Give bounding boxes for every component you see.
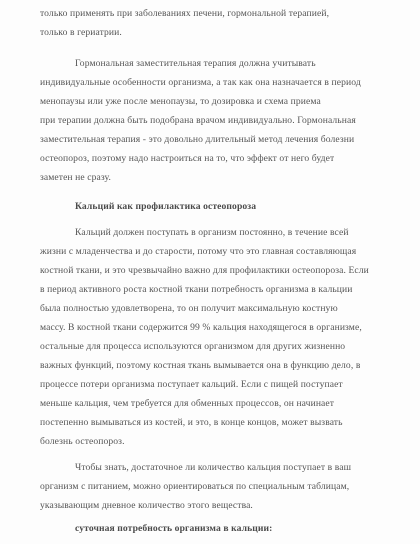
text-line: костной ткани, и это чрезвычайно важно для профилактики остеопороза. Если <box>40 265 369 276</box>
text-line: заметен не сразу. <box>40 172 111 183</box>
text-line: массу. В костной ткани содержится 99 % кальция находящегося в организме, <box>40 322 362 333</box>
text-line: указывающим дневное количество этого вещества. <box>40 500 253 511</box>
text-line: индивидуальные особенности организма, а так как она назначается в период <box>40 77 361 88</box>
text-line: менопаузы или уже после менопаузы, то дозировка и схема приема <box>40 96 321 107</box>
text-line: важных функций, поэтому костная ткань вымывается она в функцию дело, в <box>40 360 361 371</box>
text-line: заместительная терапия - это довольно длительный метод лечения болезни <box>40 134 355 145</box>
text-line: постепенно вымываться из костей, и это, в конце концов, может вызвать <box>40 417 343 428</box>
section-heading: суточная потребность организма в кальции: <box>75 523 273 534</box>
section-heading: Кальций как профилактика остеопороза <box>75 201 257 212</box>
text-line: меньше кальция, чем требуется для обменных процессов, он начинает <box>40 398 335 409</box>
text-line: Чтобы знать, достаточное ли количество кальция поступает в ваш <box>75 462 352 473</box>
text-line: остеопороз, поэтому надо настроиться на то, что эффект от него будет <box>40 153 335 164</box>
text-line: при терапии должна быть подобрана врачом индивидуально. Гормональная <box>40 115 356 126</box>
text-line: организм с питанием, можно ориентироваться по специальным таблицам, <box>40 481 350 492</box>
text-line: была полностью удовлетворена, то он получит максимальную костную <box>40 303 338 314</box>
text-line: Гормональная заместительная терапия должна учитывать <box>75 58 316 69</box>
text-line: болезнь остеопороз. <box>40 436 125 447</box>
text-line: жизни с младенчества и до старости, потому что это главная составляющая <box>40 246 357 257</box>
text-line: только в гериатрии. <box>40 27 122 38</box>
text-line: Кальций должен поступать в организм постоянно, в течение всей <box>75 227 349 238</box>
text-line: в период активного роста костной ткани потребность организма в кальции <box>40 284 353 295</box>
text-line: процессе потери организма поступает кальций. Если с пищей поступает <box>40 379 343 390</box>
text-line: остальные для процесса используются организмом для других жизненно <box>40 341 346 352</box>
text-line: только применять при заболеваниях печени, гормональной терапией, <box>40 8 330 19</box>
